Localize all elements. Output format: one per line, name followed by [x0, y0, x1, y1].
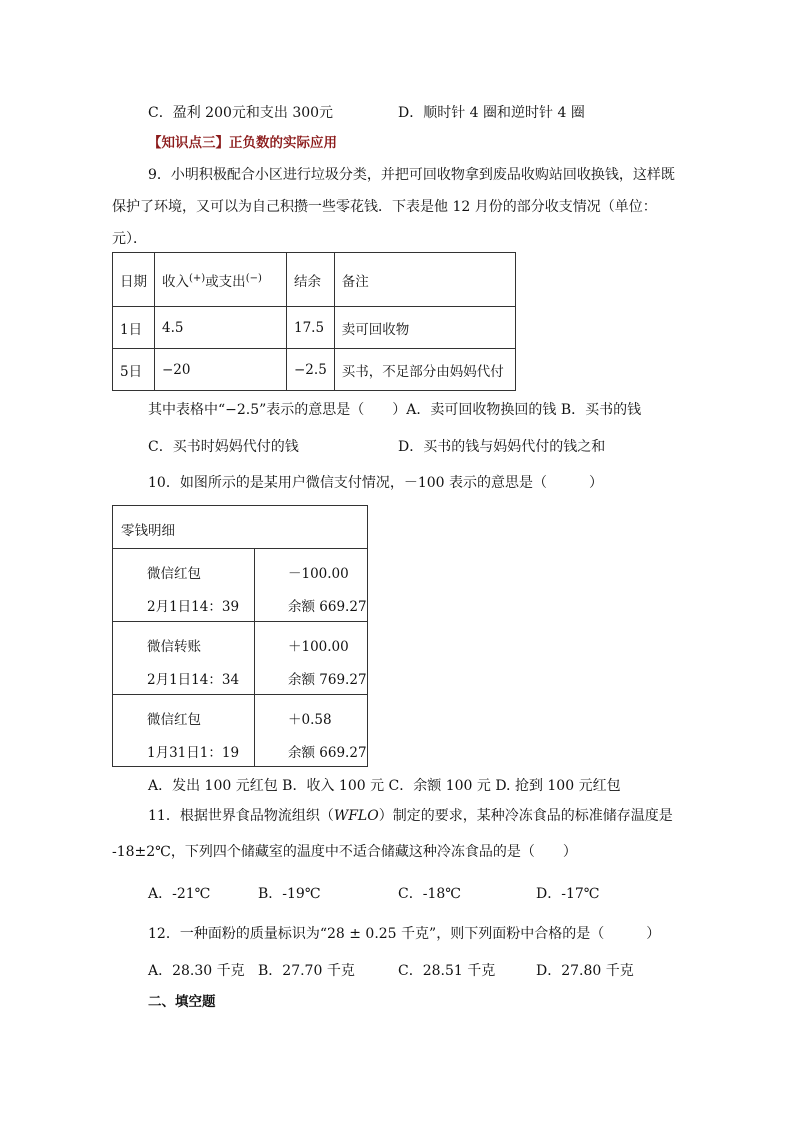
- header-income-expense: 收入(+)或支出(−): [155, 253, 287, 307]
- q11-option-a: A．-21℃: [148, 886, 211, 902]
- table-header-row: [113, 253, 516, 307]
- transaction-balance: 余额 769.27: [288, 672, 367, 688]
- table-row: [113, 307, 516, 349]
- q11-text-line1: 11．根据世界食品物流组织（WFLO）制定的要求，某种冷冻食品的标准储存温度是: [148, 808, 673, 824]
- cell-balance: −2.5: [287, 349, 335, 391]
- q11-option-d: D．-17℃: [536, 886, 600, 902]
- q9-text-line3: 元）．: [112, 231, 147, 247]
- section-title: 二、填空题: [148, 994, 216, 1010]
- transaction-name: 微信红包: [147, 712, 201, 728]
- cell-date: 5日: [113, 349, 155, 391]
- divider: [254, 548, 255, 766]
- q9-text-line1: 9．小明积极配合小区进行垃圾分类，并把可回收物拿到废品收购站回收换钱，这样既: [148, 167, 675, 183]
- panel-title: 零钱明细: [121, 523, 175, 539]
- transaction-name: 微信转账: [147, 639, 201, 655]
- transaction-time: 2月1日14：39: [147, 599, 240, 615]
- transaction-name: 微信红包: [147, 566, 201, 582]
- q10-question: 10．如图所示的是某用户微信支付情况，－100 表示的意思是（ ）: [148, 475, 603, 491]
- q11-text-line2: -18±2℃，下列四个储藏室的温度中不适合储藏这种冷冻食品的是（ ）: [112, 844, 577, 860]
- transaction-amount: －100.00: [288, 566, 349, 582]
- q12-option-c: C．28.51 千克: [398, 963, 496, 979]
- header-date: 日期: [113, 253, 155, 307]
- divider: [113, 621, 367, 622]
- transaction-time: 1月31日1：19: [147, 745, 240, 761]
- q9-text-line2: 保护了环境，又可以为自己积攒一些零花钱．下表是他 12 月份的部分收支情况（单位：: [112, 199, 657, 215]
- cell-balance: 17.5: [287, 307, 335, 349]
- transaction-balance: 余额 669.27: [288, 599, 367, 615]
- q10-options: A．发出 100 元红包 B．收入 100 元 C．余额 100 元 D. 抢到 100 元红包: [148, 778, 621, 794]
- income-expense-table: [112, 252, 516, 391]
- header-note: 备注: [334, 253, 515, 307]
- wechat-change-details-panel: [112, 505, 368, 767]
- q8-option-c: C．盈利 200元和支出 300元: [148, 105, 334, 121]
- cell-amount: 4.5: [155, 307, 287, 349]
- q9-option-d: D．买书的钱与妈妈代付的钱之和: [398, 439, 606, 455]
- q12-question: 12．一种面粉的质量标识为“28 ± 0.25 千克”，则下列面粉中合格的是（ ）: [148, 926, 661, 942]
- table-row: [113, 349, 516, 391]
- transaction-time: 2月1日14：34: [147, 672, 240, 688]
- q9-question: 其中表格中“−2.5”表示的意思是（ ）A．卖可回收物换回的钱 B．买书的钱: [148, 402, 642, 418]
- cell-note: 买书，不足部分由妈妈代付: [334, 349, 515, 391]
- q8-option-d: D．顺时针 4 圈和逆时针 4 圈: [398, 105, 585, 121]
- cell-note: 卖可回收物: [334, 307, 515, 349]
- q11-option-c: C．-18℃: [398, 886, 461, 902]
- q12-option-d: D．27.80 千克: [536, 963, 634, 979]
- transaction-amount: ＋0.58: [288, 712, 332, 728]
- q11-option-b: B．-19℃: [258, 886, 321, 902]
- q9-option-c: C．买书时妈妈代付的钱: [148, 439, 299, 455]
- divider: [113, 694, 367, 695]
- transaction-balance: 余额 669.27: [288, 745, 367, 761]
- transaction-amount: ＋100.00: [288, 639, 349, 655]
- cell-date: 1日: [113, 307, 155, 349]
- q12-option-a: A．28.30 千克: [148, 963, 245, 979]
- divider: [113, 548, 367, 549]
- header-balance: 结余: [287, 253, 335, 307]
- section-heading: 【知识点三】正负数的实际应用: [148, 135, 337, 151]
- q12-option-b: B．27.70 千克: [258, 963, 355, 979]
- cell-amount: −20: [155, 349, 287, 391]
